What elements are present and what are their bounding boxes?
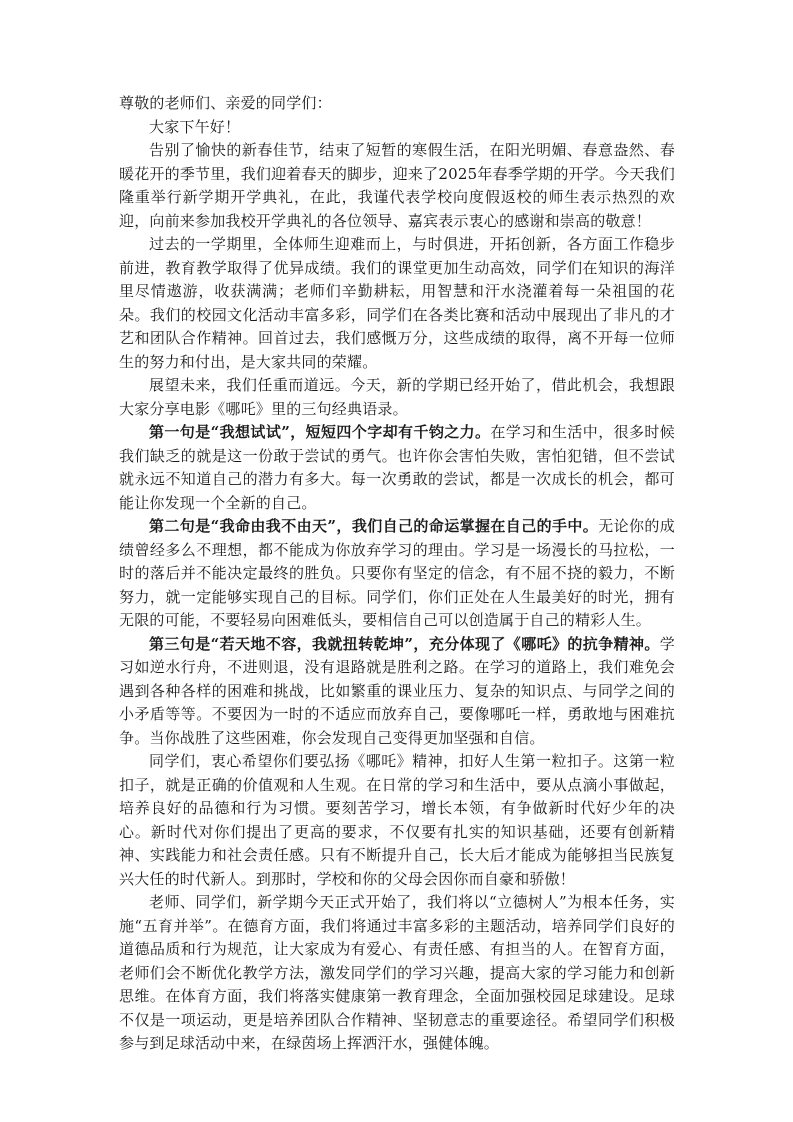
paragraph-text: 学习如逆水行舟，不进则退，没有退路就是胜利之路。在学习的道路上，我们难免会遇到各种各样的困难和挑战，比如繁重的课业压力、复杂的知识点、与同学之间的小矛盾等等。不要因为一时的不适应而放弃自己，要像哪吒一样，勇敢地与困难抗争。当你战胜了这些困难，你会发现自己变得更加坚强和自信。 bbox=[119, 634, 675, 747]
paragraph-quote-three bbox=[119, 633, 675, 751]
paragraph-outlook bbox=[119, 374, 675, 421]
paragraph-text: 在学习和生活中，很多时候我们缺乏的就是这一份敢于尝试的勇气。也许你会害怕失败，害怕犯错，但不尝试就永远不知道自己的潜力有多大。每一次勇敢的尝试，都是一次成长的机会，都可能让你发现一个全新的自己。 bbox=[119, 423, 676, 512]
paragraph-intro bbox=[119, 139, 675, 233]
paragraph-text: 无论你的成绩曾经多么不理想，都不能成为你放弃学习的理由。学习是一场漫长的马拉松，一时的落后并不能决定最终的胜负。只要你有坚定的信念，有不屈不挠的毅力，不断努力，就一定能够实现自己的目标。同学们，你们正处在人生最美好的时光，拥有无限的可能，不要轻易向困难低头，要相信自己可以创造属于自己的精彩人生。 bbox=[119, 517, 675, 629]
paragraph-text: 过去的一学期里，全体师生迎难而上，与时俱进，开拓创新，各方面工作稳步前进，教育教学取得了优异成绩。我们的课堂更加生动高效，同学们在知识的海洋里尽情遨游，收获满满；老师们辛勤耕耘，用智慧和汗水浇灌着每一朵祖国的花朵。我们的校园文化活动丰富多彩，同学们在各类比赛和活动中展现出了非凡的才艺和团队合作精神。回首过去，我们感慨万分，这些成绩的取得，离不开每一位师生的努力和付出，是大家共同的荣耀。 bbox=[119, 235, 675, 371]
paragraph-text: 同学们，衷心希望你们要弘扬《哪吒》精神，扣好人生第一粒扣子。这第一粒扣子，就是正确的价值观和人生观。在日常的学习和生活中，要从点滴小事做起，培养良好的品德和行为习惯。要刻苦学习，增长本领，有争做新时代好少年的决心。新时代对你们提出了更高的要求，不仅要有扎实的知识基础，还要有创新精神、实践能力和社会责任感。只有不断提升自己，长大后才能成为能够担当民族复兴大任的时代新人。到那时，学校和你的父母会因你而自豪和骄傲！ bbox=[119, 752, 675, 888]
paragraph-text: 展望未来，我们任重而道远。今天，新的学期已经开始了，借此机会，我想跟大家分享电影《哪吒》里的三句经典语录。 bbox=[119, 376, 675, 418]
paragraph-emphasis: 第二句是“我命由我不由天”，我们自己的命运掌握在自己的手中。 bbox=[149, 517, 599, 535]
paragraph-emphasis: 第三句是“若天地不容，我就扭转乾坤”，充分体现了《哪吒》的抗争精神。 bbox=[149, 634, 660, 653]
paragraph-quote-two bbox=[119, 515, 675, 633]
paragraph-text: 告别了愉快的新春佳节，结束了短暂的寒假生活，在阳光明媚、春意盎然、春暖花开的季节里，我们迎着春天的脚步，迎来了2025年春季学期的开学。今天我们隆重举行新学期开学典礼，在此，我谨代表学校向度假返校的师生表示热烈的欢迎，向前来参加我校开学典礼的各位领导、嘉宾表示衷心的感谢和崇高的敬意！ bbox=[119, 141, 675, 230]
paragraph-quote-one bbox=[119, 421, 675, 515]
paragraph-review bbox=[119, 233, 675, 374]
document-page bbox=[119, 92, 675, 1056]
paragraph-emphasis: 第一句是“我想试试”，短短四个字却有千钧之力。 bbox=[149, 423, 491, 441]
greeting: 大家下午好！ bbox=[149, 117, 241, 136]
paragraph-first-button bbox=[119, 750, 675, 891]
paragraph-new-term bbox=[119, 891, 675, 1056]
salutation: 尊敬的老师们、亲爱的同学们： bbox=[119, 94, 332, 112]
paragraph-text: 老师、同学们，新学期今天正式开始了，我们将以“立德树人”为根本任务，实施“五育并举”。在德育方面，我们将通过丰富多彩的主题活动，培养同学们良好的道德品质和行为规范，让大家成为有爱心、有责任感、有担当的人。在智育方面，老师们会不断优化教学方法，激发同学们的学习兴趣，提高大家的学习能力和创新思维。在体育方面，我们将落实健康第一教育理念，全面加强校园足球建设。足球不仅是一项运动，更是培养团队合作精神、坚韧意志的重要途径。希望同学们积极参与到足球活动中来，在绿茵场上挥洒汗水，强健体魄。 bbox=[119, 893, 675, 1052]
